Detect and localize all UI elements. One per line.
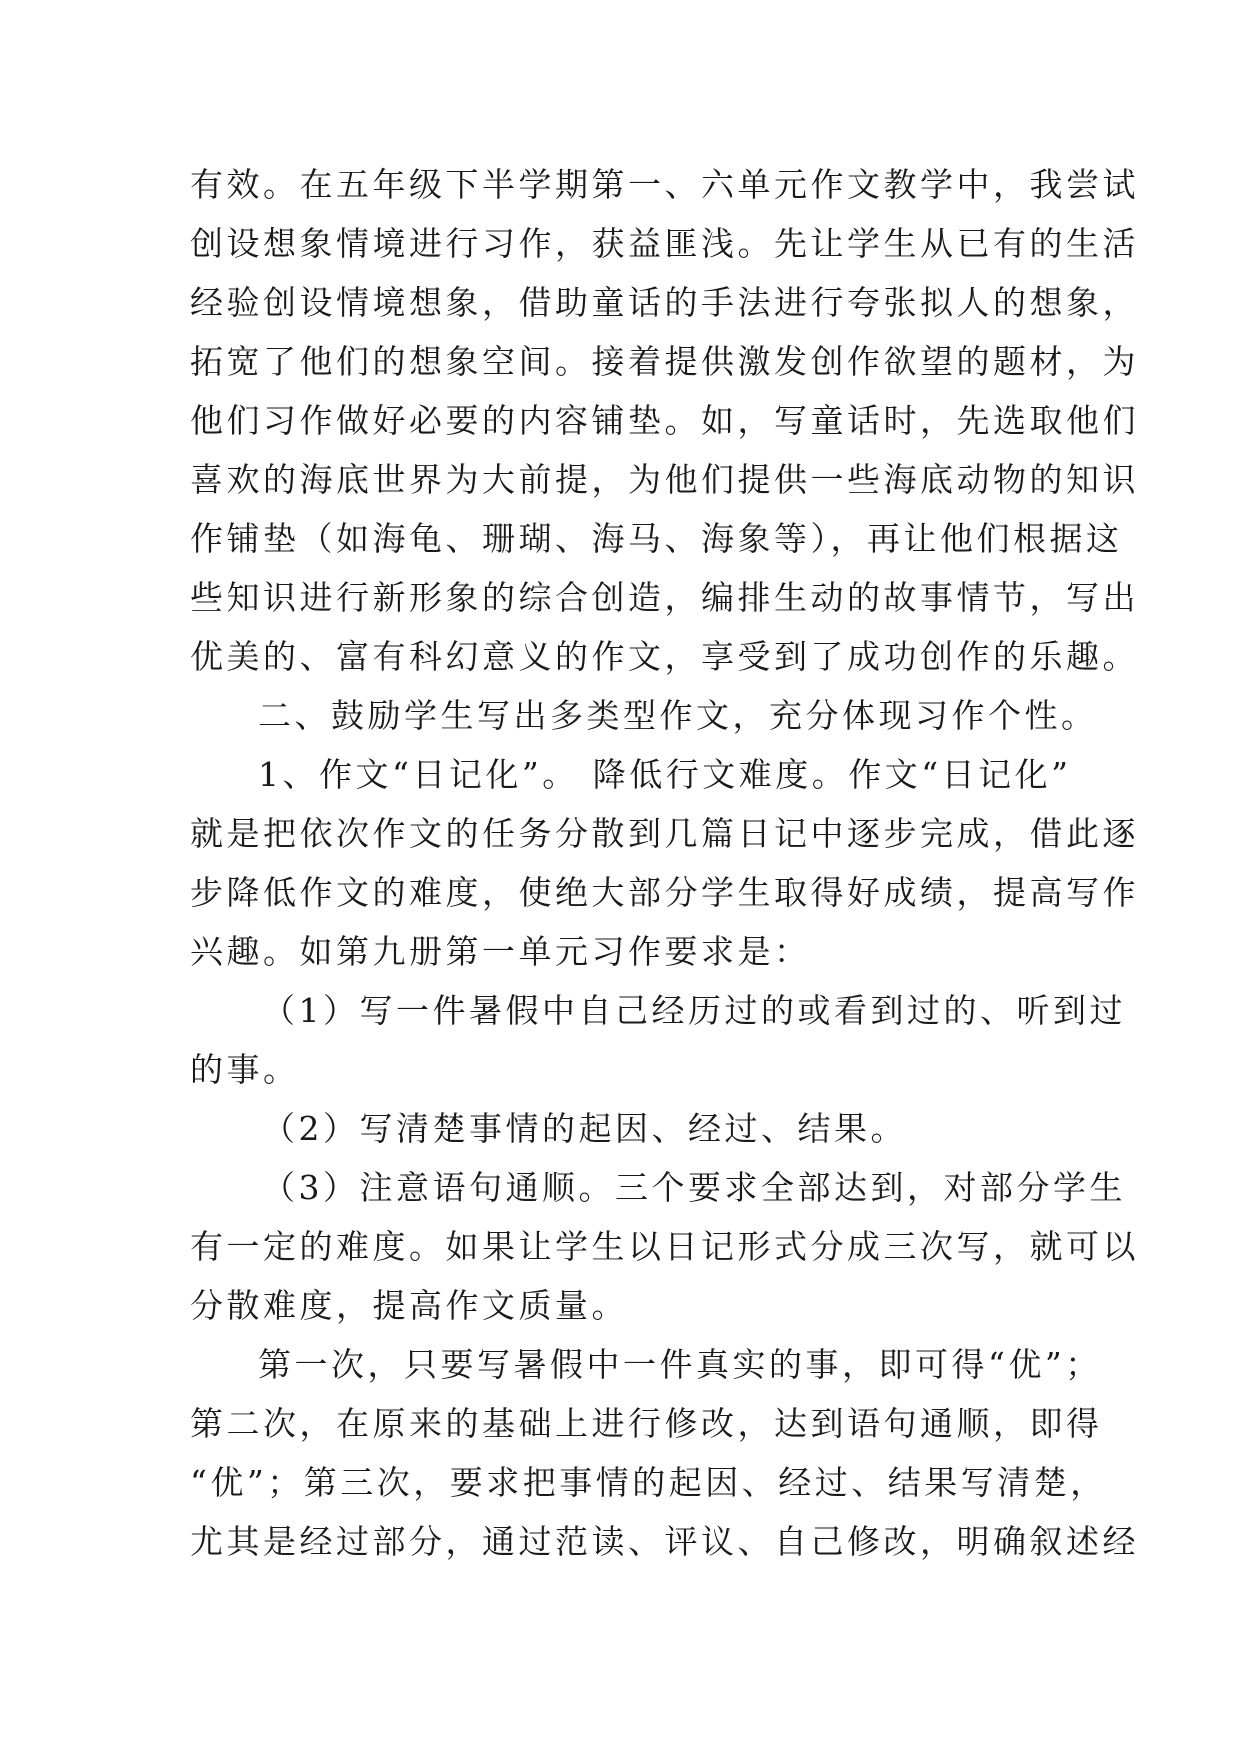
text-line: 分散难度，提高作文质量。 bbox=[190, 1286, 628, 1325]
text-line: 的事。 bbox=[190, 1050, 300, 1089]
text-line: 优美的、富有科幻意义的作文，享受到了成功创作的乐趣。 bbox=[190, 637, 1139, 676]
text-line: 兴趣。如第九册第一单元习作要求是： bbox=[190, 932, 811, 971]
text-line: 经验创设情境想象，借助童话的手法进行夸张拟人的想象， bbox=[190, 283, 1139, 322]
text-line: 步降低作文的难度，使绝大部分学生取得好成绩，提高写作 bbox=[190, 873, 1139, 912]
text-line: 作铺垫（如海龟、珊瑚、海马、海象等），再让他们根据这 bbox=[190, 519, 1123, 558]
list-item: （2）写清楚事情的起因、经过、结果。 bbox=[262, 1109, 907, 1148]
text-line: 些知识进行新形象的综合创造，编排生动的故事情节，写出 bbox=[190, 578, 1139, 617]
text-line: 拓宽了他们的想象空间。接着提供激发创作欲望的题材，为 bbox=[190, 342, 1139, 381]
section-heading: 二、鼓励学生写出多类型作文，充分体现习作个性。 bbox=[258, 696, 1098, 735]
text-line: 有一定的难度。如果让学生以日记形式分成三次写，就可以 bbox=[190, 1227, 1139, 1266]
text-line: 喜欢的海底世界为大前提，为他们提供一些海底动物的知识 bbox=[190, 460, 1139, 499]
list-item: （1）写一件暑假中自己经历过的或看到过的、听到过 bbox=[262, 991, 1126, 1030]
list-item: （3）注意语句通顺。三个要求全部达到，对部分学生 bbox=[262, 1168, 1126, 1207]
text-line: 有效。在五年级下半学期第一、六单元作文教学中，我尝试 bbox=[190, 165, 1139, 204]
text-line: 第二次，在原来的基础上进行修改，达到语句通顺，即得 bbox=[190, 1404, 1103, 1443]
text-line: 他们习作做好必要的内容铺垫。如，写童话时，先选取他们 bbox=[190, 401, 1139, 440]
text-line: “优”；第三次，要求把事情的起因、经过、结果写清楚， bbox=[190, 1463, 1107, 1502]
subsection-heading: 1、作文“日记化”。 降低行文难度。作文“日记化” bbox=[258, 755, 1072, 794]
text-line: 创设想象情境进行习作，获益匪浅。先让学生从已有的生活 bbox=[190, 224, 1139, 263]
text-line: 尤其是经过部分，通过范读、评议、自己修改，明确叙述经 bbox=[190, 1522, 1139, 1561]
text-line: 就是把依次作文的任务分散到几篇日记中逐步完成，借此逐 bbox=[190, 814, 1139, 853]
text-line: 第一次，只要写暑假中一件真实的事，即可得“优”； bbox=[258, 1345, 1102, 1384]
